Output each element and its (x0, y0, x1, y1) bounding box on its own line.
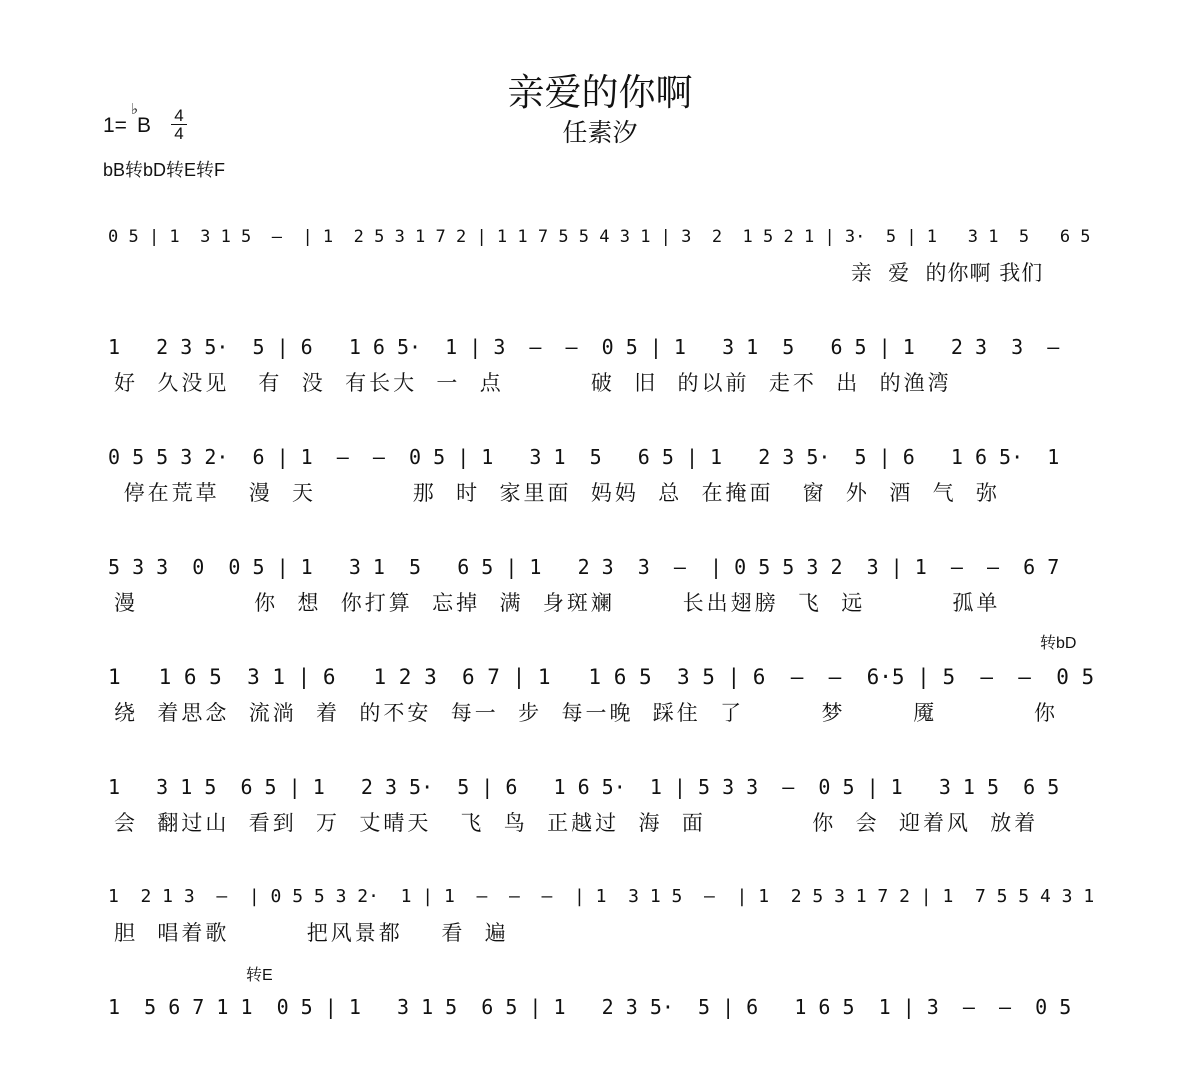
score-row-3 (108, 440, 1100, 520)
notation-line: 1 5 6 7 1 1 0 5 | 1 3 1 5 6 5 | 1 2 3 5· 5 | 6 1 6 5 1 | 3 – – 0 5 (108, 995, 1072, 1019)
score-row-5 (108, 660, 1100, 740)
time-top: 4 (174, 106, 184, 125)
key-note: B (136, 114, 151, 137)
notation-line: 1 2 1 3 – | 0 5 5 3 2· 1 | 1 – – – | 1 3 1 5 – | 1 2 5 3 1 7 2 | 1 7 5 5 4 3 1 (108, 886, 1095, 907)
modulation-annotation-bd: 转bD (1040, 635, 1077, 652)
singer-name: 任素汐 (562, 118, 638, 147)
flat-icon: ♭ (131, 101, 139, 118)
lyrics-line (114, 1028, 1100, 1058)
lyrics-line: 停在荒草 漫 天 那 时 家里面 妈妈 总 在掩面 窗 外 酒 气 弥 (114, 481, 1000, 505)
song-title: 亲爱的你啊 (507, 71, 693, 114)
notation-line: 1 3 1 5 6 5 | 1 2 3 5· 5 | 6 1 6 5· 1 | 5 3 3 – 0 5 | 1 3 1 5 6 5 (108, 775, 1060, 799)
key-prefix: 1= (103, 114, 127, 137)
time-signature (171, 108, 187, 141)
lyrics-line: 会 翻过山 看到 万 丈晴天 飞 鸟 正越过 海 面 你 会 迎着风 放着 (114, 811, 1039, 835)
lyrics-line: 胆 唱着歌 把风景都 看 遍 (114, 921, 509, 945)
score-row-2 (108, 330, 1100, 410)
score-row-1 (108, 220, 1100, 300)
notation-line: 1 1 6 5 3 1 | 6 1 2 3 6 7 | 1 1 6 5 3 5 | 6 – – 6·5 | 5 – – 0 5 (108, 665, 1095, 689)
notation-line: 0 5 | 1 3 1 5 – | 1 2 5 3 1 7 2 | 1 1 7 5 5 4 3 1 | 3 2 1 5 2 1 | 3· 5 | 1 3 1 5 6 5 (108, 227, 1091, 247)
modulation-note: bB转bD转E转F (103, 160, 226, 180)
lyrics-line: 漫 你 想 你打算 忘掉 满 身斑斓 长出翅膀 飞 远 孤单 (114, 591, 1001, 615)
lyrics-line: 好 久没见 有 没 有长大 一 点 破 旧 的以前 走不 出 的渔湾 (114, 371, 952, 395)
key-signature (103, 101, 151, 138)
lyrics-line: 绕 着思念 流淌 着 的不安 每一 步 每一晚 踩住 了 梦 魇 你 (114, 701, 1059, 725)
notation-line: 5 3 3 0 0 5 | 1 3 1 5 6 5 | 1 2 3 3 – | 0 5 5 3 2 3 | 1 – – 6 7 (108, 555, 1060, 579)
notation-line: 1 2 3 5· 5 | 6 1 6 5· 1 | 3 – – 0 5 | 1 3 1 5 6 5 | 1 2 3 3 – (108, 335, 1060, 359)
lyrics-line: 亲 爱 的你啊 我们 (114, 261, 1044, 285)
score-row-8 (108, 990, 1100, 1070)
score-row-7 (108, 880, 1100, 960)
modulation-annotation-e: 转E (246, 967, 273, 984)
time-bottom: 4 (174, 124, 184, 143)
score-row-6 (108, 770, 1100, 850)
notation-line: 0 5 5 3 2· 6 | 1 – – 0 5 | 1 3 1 5 6 5 | 1 2 3 5· 5 | 6 1 6 5· 1 (108, 445, 1060, 469)
score-row-4 (108, 550, 1100, 630)
